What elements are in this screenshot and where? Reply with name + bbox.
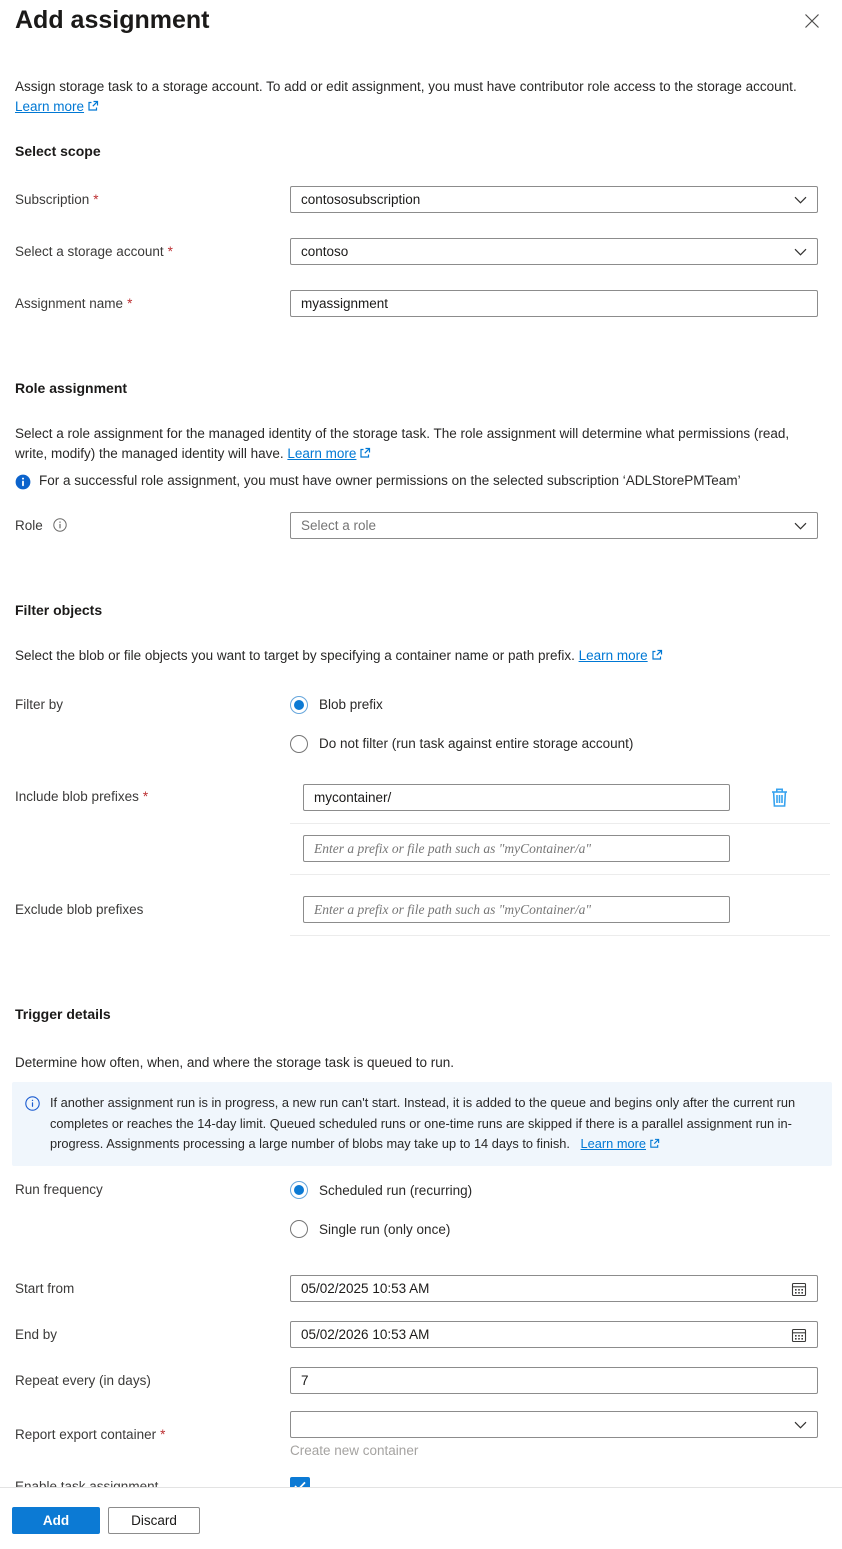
end-by-label: End by [15,1327,58,1343]
chevron-down-icon [794,192,807,207]
repeat-every-row [15,1367,830,1394]
trash-icon[interactable] [770,787,789,808]
required-marker: * [160,1427,166,1443]
radio-do-not-filter-label: Do not filter (run task against entire storage account) [319,736,634,752]
exclude-prefixes-label: Exclude blob prefixes [15,901,144,917]
include-prefix-input[interactable] [303,784,730,811]
role-label: Role [15,518,290,533]
role-info-note [15,473,815,493]
filter-objects-description-text: Select the blob or file objects you want to target by specifying a container name or path prefix. [15,648,575,664]
radio-blob-prefix-label: Blob prefix [319,697,383,713]
radio-single-run[interactable] [290,1220,472,1238]
info-filled-icon [15,473,31,493]
role-info-note-text: For a successful role assignment, you must have owner permissions on the selected subscription ‘ADLStorePMTeam’ [39,473,741,489]
calendar-icon[interactable] [789,1325,809,1345]
chevron-down-icon [794,244,807,259]
calendar-icon[interactable] [789,1279,809,1299]
repeat-every-input[interactable] [290,1367,818,1394]
select-scope-heading: Select scope [15,143,101,160]
report-container-dropdown[interactable] [290,1411,818,1438]
start-from-row [15,1275,830,1302]
storage-account-dropdown[interactable] [290,238,818,265]
exclude-prefixes-row [15,896,830,923]
role-dropdown-placeholder: Select a role [301,518,377,534]
add-button[interactable]: Add [12,1507,100,1534]
radio-scheduled-run-label: Scheduled run (recurring) [319,1182,473,1198]
chevron-down-icon [794,1417,807,1432]
run-frequency-label: Run frequency [15,1182,103,1198]
radio-blob-prefix[interactable] [290,696,633,714]
filter-objects-heading: Filter objects [15,602,103,619]
repeat-every-label: Repeat every (in days) [15,1373,151,1389]
trigger-details-heading: Trigger details [15,1005,111,1022]
page-title: Add assignment [15,6,210,34]
trigger-info-box-text: If another assignment run is in progress, a new run can't start. Instead, it is added to the queue and begins only after the current run completes or reaches the 14-day limit. Queued scheduled runs or one-time runs are skipped if there is a parallel assignment run in-progress. Assignments processing a large number of blobs may take up to 14 days to finish. Learn more [50,1095,796,1151]
trigger-details-description: Determine how often, when, and where the storage task is queued to run. [15,1054,455,1070]
info-outline-icon [53,518,67,532]
divider [290,935,830,936]
required-marker: * [167,244,173,260]
run-frequency-row [15,1181,830,1238]
role-learn-more-link[interactable]: Learn more [287,445,357,461]
panel-description [15,77,801,117]
report-container-label: Report export container * [15,1427,166,1443]
filter-learn-more-link[interactable]: Learn more [578,648,648,664]
end-by-value: 05/02/2026 10:53 AM [301,1327,430,1343]
external-link-icon [359,447,371,462]
role-assignment-heading: Role assignment [15,380,128,397]
exclude-prefix-input[interactable] [303,896,730,923]
panel-header [15,6,830,35]
storage-account-dropdown-value: contoso [301,244,349,260]
include-prefixes-label: Include blob prefixes * [15,788,149,804]
panel-description-text: Assign storage task to a storage account. To add or edit assignment, you must have contributor role access to the storage account. [15,79,797,94]
end-by-input[interactable] [290,1321,818,1348]
trigger-info-learn-more-link[interactable]: Learn more [580,1135,646,1151]
start-from-input[interactable] [290,1275,818,1302]
panel-footer [0,1487,842,1549]
required-marker: * [142,788,149,804]
role-dropdown[interactable] [290,512,818,539]
report-container-row [15,1411,830,1458]
role-assignment-description-text: Select a role assignment for the managed identity of the storage task. The role assignment will determine what permissions (read, write, modify) the managed identity will have. [15,426,790,461]
intro-learn-more-link[interactable]: Learn more [15,98,85,114]
storage-account-row [15,238,830,265]
include-prefixes-row [15,784,830,811]
radio-selected-icon [290,1181,308,1199]
include-prefix-input-empty[interactable] [303,835,730,862]
required-marker: * [93,192,99,208]
start-from-value: 05/02/2025 10:53 AM [301,1281,430,1297]
radio-unselected-icon [290,735,308,753]
role-assignment-description [15,424,801,464]
radio-single-run-label: Single run (only once) [319,1221,451,1237]
create-new-container-link[interactable]: Create new container [290,1443,419,1459]
divider [290,874,830,875]
radio-selected-icon [290,696,308,714]
trigger-info-box [12,1082,832,1166]
assignment-name-input[interactable] [290,290,818,317]
assignment-name-row [15,290,830,317]
subscription-row [15,186,830,213]
filter-by-row [15,696,830,753]
radio-do-not-filter[interactable] [290,735,633,753]
radio-unselected-icon [290,1220,308,1238]
radio-scheduled-run[interactable] [290,1181,472,1199]
external-link-icon [651,649,663,664]
required-marker: * [127,296,133,312]
filter-objects-description [15,646,801,667]
subscription-dropdown-value: contososubscription [301,192,421,208]
divider [290,823,830,824]
external-link-icon [649,1137,660,1152]
subscription-label: Subscription * [15,192,99,208]
chevron-down-icon [794,518,807,533]
discard-button[interactable]: Discard [108,1507,200,1534]
start-from-label: Start from [15,1281,75,1297]
info-outline-icon [25,1093,40,1155]
end-by-row [15,1321,830,1348]
subscription-dropdown[interactable] [290,186,818,213]
external-link-icon [87,100,99,115]
role-row [15,512,830,539]
include-prefix-extra [303,835,730,862]
storage-account-label: Select a storage account * [15,244,173,260]
assignment-name-label: Assignment name * [15,296,133,312]
close-icon[interactable] [804,13,820,29]
filter-by-label: Filter by [15,696,64,712]
